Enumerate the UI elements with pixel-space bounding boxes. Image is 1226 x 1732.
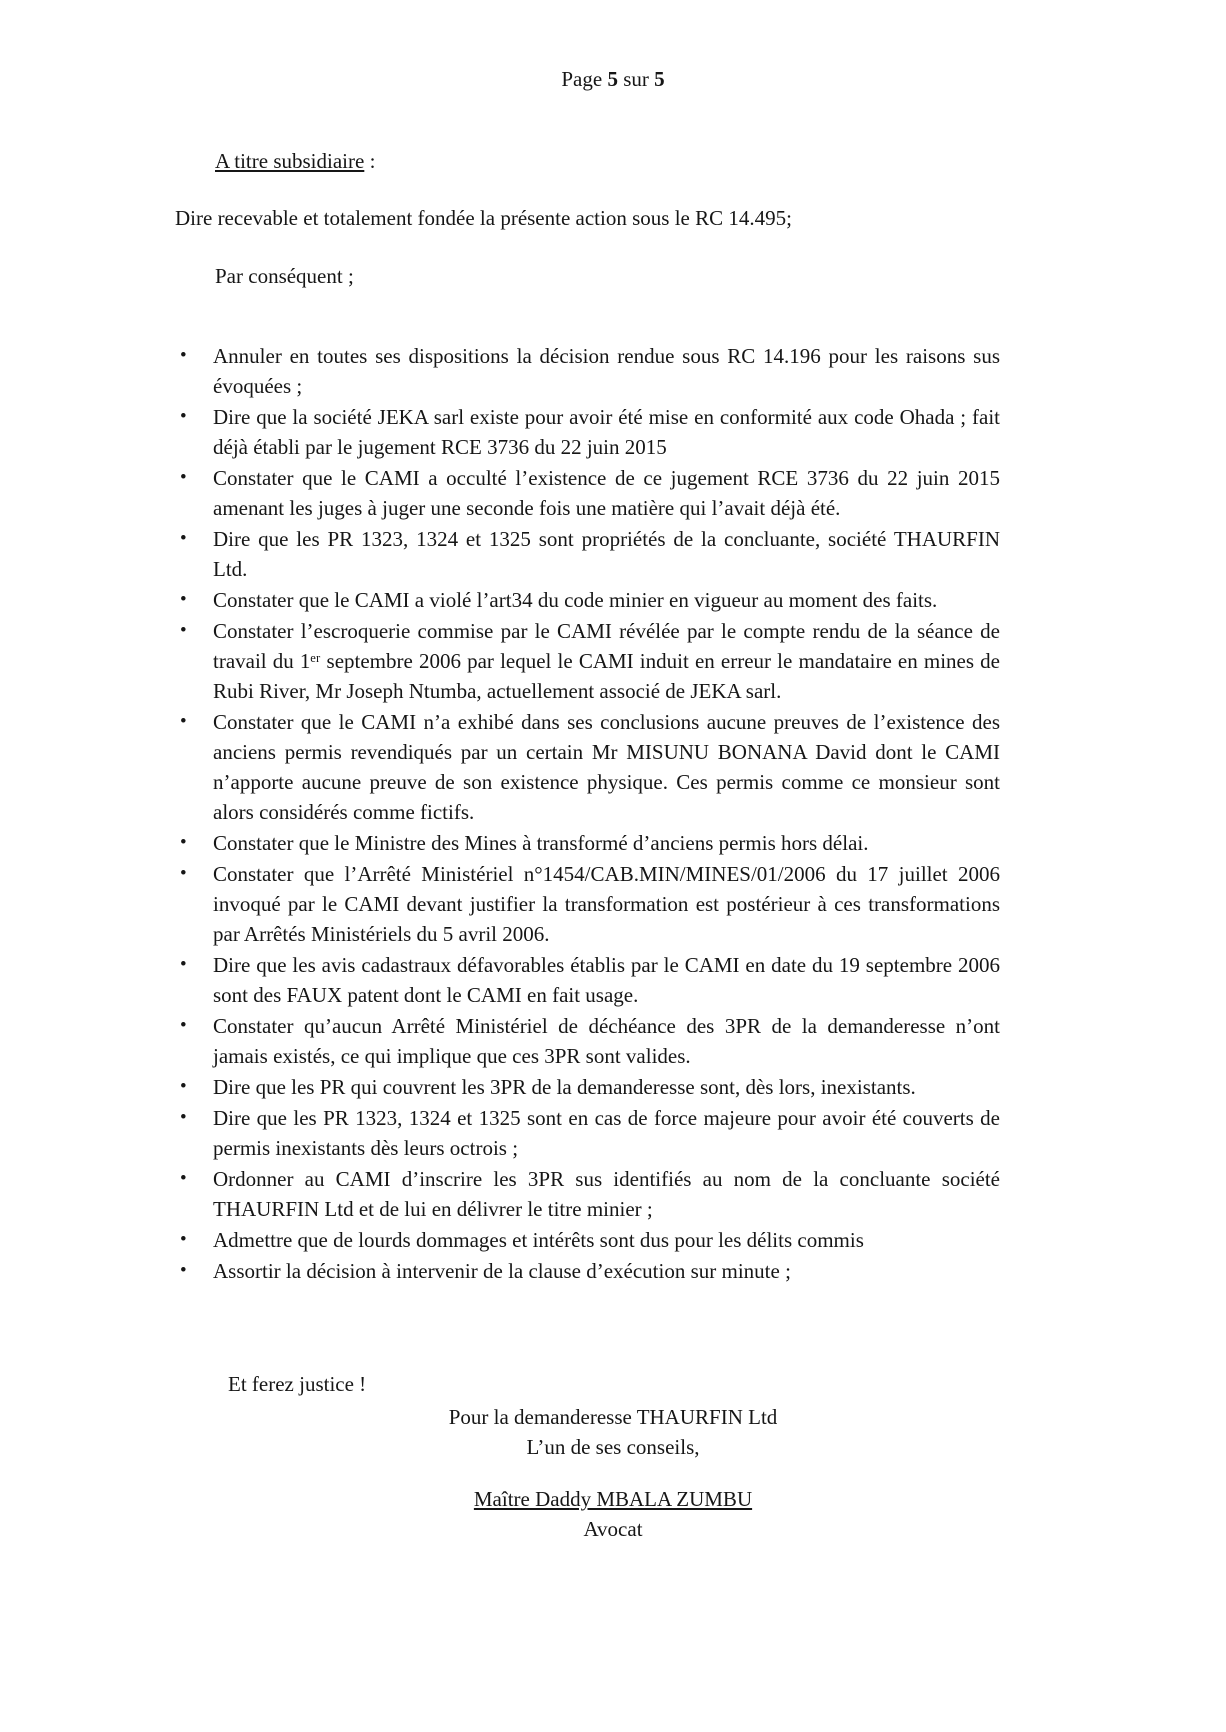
bullet-text: Constater que le CAMI n’a exhibé dans ses conclusions aucune preuves de l’existence des anciens permis revendiqués par un certain Mr MISUNU BONANA David dont le CAMI n’apporte aucune preuve de son existence physique. Ces permis comme ce monsieur sont alors considérés comme fictifs. <box>213 710 1000 824</box>
bullet-text: Assortir la décision à intervenir de la clause d’exécution sur minute ; <box>213 1259 791 1283</box>
page-number-header <box>0 0 1226 94</box>
list-item <box>180 463 1000 523</box>
demanderesse-line: Pour la demanderesse THAURFIN Ltd <box>448 1405 778 1429</box>
bullet-text: Dire que les PR 1323, 1324 et 1325 sont propriétés de la concluante, société THAURFIN Ltd. <box>213 527 1000 581</box>
list-item <box>180 585 1000 615</box>
justice-line: Et ferez justice ! <box>228 1372 367 1396</box>
subtitle-punctuation: : <box>364 149 376 173</box>
list-item <box>180 1072 1000 1102</box>
list-item <box>180 524 1000 584</box>
list-item <box>180 1164 1000 1224</box>
bullet-icon: • <box>180 620 187 641</box>
lawyer-name-text: Maître Daddy MBALA ZUMBU <box>473 1487 753 1511</box>
bullet-icon: • <box>180 1168 187 1189</box>
list-item <box>180 402 1000 462</box>
list-item <box>180 1225 1000 1255</box>
list-item <box>180 1011 1000 1071</box>
bullet-icon: • <box>180 1229 187 1250</box>
bullet-icon: • <box>180 345 187 366</box>
page-separator-word: sur <box>623 67 649 91</box>
list-item <box>180 950 1000 1010</box>
list-item <box>180 707 1000 827</box>
bullet-icon: • <box>180 1015 187 1036</box>
counsel-line: L’un de ses conseils, <box>526 1435 700 1459</box>
section-subtitle <box>215 146 1226 176</box>
list-item <box>180 1256 1000 1286</box>
bullet-icon: • <box>180 863 187 884</box>
bullet-icon: • <box>180 1107 187 1128</box>
lawyer-title: Avocat <box>583 1517 643 1541</box>
consequence-paragraph: Par conséquent ; <box>215 264 354 288</box>
bullet-text: Dire que les PR qui couvrent les 3PR de la demanderesse sont, dès lors, inexistants. <box>213 1075 916 1099</box>
bullet-list <box>180 341 1000 1286</box>
bullet-text: Constater que l’Arrêté Ministériel n°1454/CAB.MIN/MINES/01/2006 du 17 juillet 2006 invoqué par le CAMI devant justifier la transformation est postérieur à ces transformations par Arrêtés Ministériels du 5 avril 2006. <box>213 862 1000 946</box>
bullet-icon: • <box>180 954 187 975</box>
bullet-text: Ordonner au CAMI d’inscrire les 3PR sus identifiés au nom de la concluante société THAURFIN Ltd et de lui en délivrer le titre minier ; <box>213 1167 1000 1221</box>
bullet-text: Constater que le CAMI a occulté l’existence de ce jugement RCE 3736 du 22 juin 2015 amenant les juges à juger une seconde fois une matière qui l’avait déjà été. <box>213 466 1000 520</box>
bullet-text: Constater l’escroquerie commise par le CAMI révélée par le compte rendu de la séance de travail du 1ᵉʳ septembre 2006 par lequel le CAMI induit en erreur le mandataire en mines de Rubi River, Mr Joseph Ntumba, actuellement associé de JEKA sarl. <box>213 619 1000 703</box>
lawyer-name <box>0 1484 1226 1514</box>
total-page-number: 5 <box>654 67 665 91</box>
bullet-text: Annuler en toutes ses dispositions la décision rendue sous RC 14.196 pour les raisons sus évoquées ; <box>213 344 1000 398</box>
bullet-icon: • <box>180 832 187 853</box>
bullet-icon: • <box>180 467 187 488</box>
list-item <box>180 859 1000 949</box>
bullet-text: Dire que les avis cadastraux défavorables établis par le CAMI en date du 19 septembre 2006 sont des FAUX patent dont le CAMI en fait usage. <box>213 953 1000 1007</box>
bullet-icon: • <box>180 1260 187 1281</box>
bullet-text: Constater que le Ministre des Mines à transformé d’anciens permis hors délai. <box>213 831 869 855</box>
list-item <box>180 1103 1000 1163</box>
bullet-icon: • <box>180 589 187 610</box>
bullet-icon: • <box>180 406 187 427</box>
bullet-icon: • <box>180 1076 187 1097</box>
bullet-icon: • <box>180 711 187 732</box>
list-item <box>180 341 1000 401</box>
subtitle-text: A titre subsidiaire <box>215 149 365 173</box>
bullet-icon: • <box>180 528 187 549</box>
bullet-text: Dire que la société JEKA sarl existe pour avoir été mise en conformité aux code Ohada ; fait déjà établi par le jugement RCE 3736 du 22 juin 2015 <box>213 405 1000 459</box>
current-page-number: 5 <box>607 67 618 91</box>
intro-paragraph: Dire recevable et totalement fondée la présente action sous le RC 14.495; <box>175 206 792 230</box>
bullet-text: Dire que les PR 1323, 1324 et 1325 sont en cas de force majeure pour avoir été couverts de permis inexistants dès leurs octrois ; <box>213 1106 1000 1160</box>
bullet-text: Constater que le CAMI a violé l’art34 du code minier en vigueur au moment des faits. <box>213 588 938 612</box>
bullet-text: Admettre que de lourds dommages et intérêts sont dus pour les délits commis <box>213 1228 864 1252</box>
list-item <box>180 828 1000 858</box>
list-item <box>180 616 1000 706</box>
page-word: Page <box>561 67 603 91</box>
bullet-text: Constater qu’aucun Arrêté Ministériel de déchéance des 3PR de la demanderesse n’ont jamais existés, ce qui implique que ces 3PR sont valides. <box>213 1014 1000 1068</box>
